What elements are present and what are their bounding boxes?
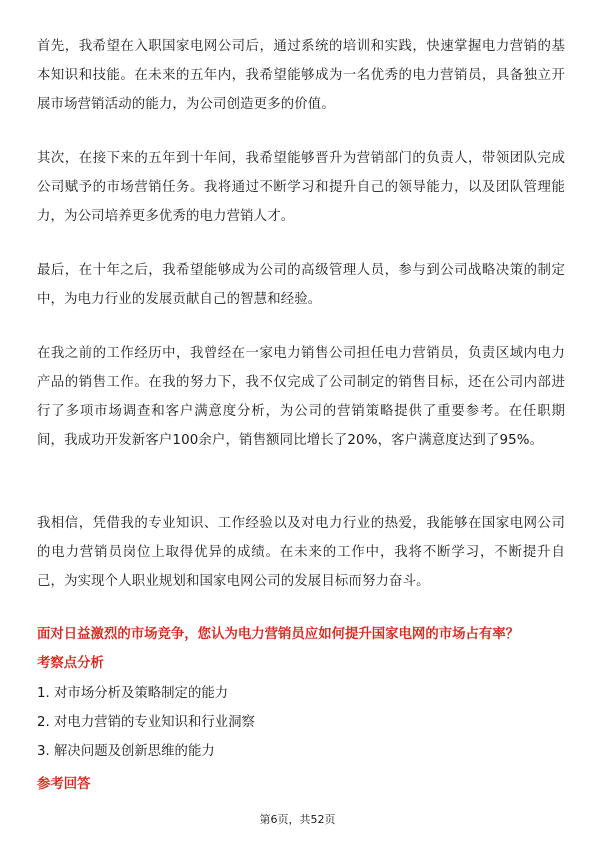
analysis-point: 2. 对电力营销的专业知识和行业洞察: [37, 715, 255, 730]
paragraph-career-plan-last: 最后，在十年之后，我希望能够成为公司的高级管理人员，参与到公司战略决策的制定中，为电力行业的发展贡献自己的智慧和经验。: [37, 263, 565, 307]
reference-answer-heading: 参考回答: [37, 777, 91, 792]
paragraph-career-plan-first: 首先，我希望在入职国家电网公司后，通过系统的培训和实践，快速掌握电力营销的基本知识和技能。在未来的五年内，我希望能够成为一名优秀的电力营销员，具备独立开展市场营销活动的能力，为公司创造更多的价值。: [37, 39, 565, 112]
interview-question: 面对日益激烈的市场竞争，您认为电力营销员应如何提升国家电网的市场占有率？: [37, 627, 520, 642]
paragraph-work-experience: 在我之前的工作经历中，我曾经在一家电力销售公司担任电力营销员，负责区域内电力产品的销售工作。在我的努力下，我不仅完成了公司制定的销售目标，还在公司内部进行了多项市场调查和客户满意度分析，为公司的营销策略提供了重要参考。在任职期间，我成功开发新客户100余户，销售额同比增长了20%，客户满意度达到了95%。: [37, 346, 565, 448]
paragraph-conclusion: 我相信，凭借我的专业知识、工作经验以及对电力行业的热爱，我能够在国家电网公司的电力营销员岗位上取得优异的成绩。在未来的工作中，我将不断学习，不断提升自己，为实现个人职业规划和国家电网公司的发展目标而努力奋斗。: [37, 516, 565, 589]
analysis-point: 3. 解决问题及创新思维的能力: [37, 744, 215, 759]
analysis-heading: 考察点分析: [37, 656, 104, 671]
analysis-point: 1. 对市场分析及策略制定的能力: [37, 686, 229, 701]
paragraph-career-plan-second: 其次，在接下来的五年到十年间，我希望能够晋升为营销部门的负责人，带领团队完成公司赋予的市场营销任务。我将通过不断学习和提升自己的领导能力，以及团队管理能力，为公司培养更多优秀的电力营销人才。: [37, 151, 565, 224]
analysis-points-list: [37, 679, 255, 766]
page-number-footer: 第6页，共52页: [259, 813, 336, 826]
